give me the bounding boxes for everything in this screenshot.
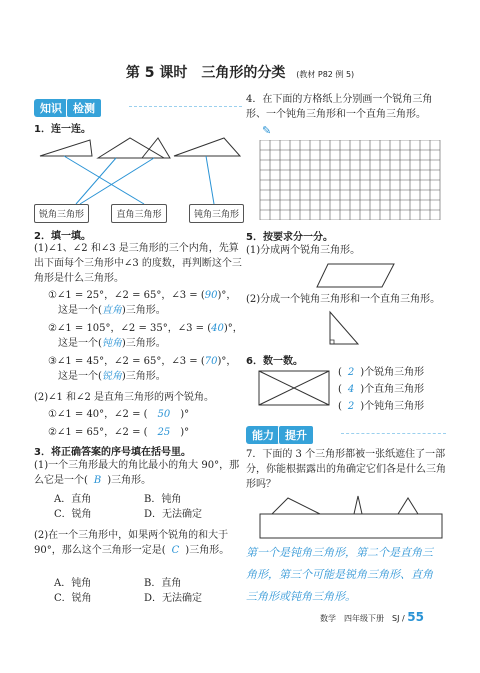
answer: C [171,545,180,556]
box-right: 直角三角形 [111,204,166,223]
grid-paper [258,140,444,220]
page-footer: 数学 四年级下册 SJ / 55 [320,610,424,624]
answer: 4 [347,384,355,395]
lesson-title: 第 5 课时 三角形的分类 [125,65,286,81]
q1-label: 1．连一连。 [34,124,91,135]
q2-item-2: ②∠1 = 105°，∠2 = 35°，∠3 = (40)°， 这是一个(钝角)三角形。 [48,323,243,349]
q3-part2: (2)在一个三角形中，如果两个锐角的和大于 90°，那么这个三角形一定是( C )三角形。 [34,530,230,556]
q2-part2: (2)∠1 和∠2 是直角三角形的两个锐角。 [34,392,215,403]
q6-answers [338,364,448,415]
page-number: 55 [407,610,424,624]
q5-part1: (1)分成两个锐角三角形。 [246,245,361,256]
pencil-icon: ✎ [262,124,272,137]
box-obtuse: 钝角三角形 [189,204,244,223]
answer: B [93,475,102,486]
q5-label: 5．按要求分一分。 [246,232,333,243]
q6-row: ( 2 )个钝角三角形 [338,401,425,412]
q7-label: 7．下面的 3 个三角形都被一张纸遮住了一部分，你能根据露出的角确定它们各是什么三角形吗？ [246,449,446,490]
answer: 25 [157,427,171,438]
q7-answer: 第一个是钝角三角形，第二个是直角三角形，第三个可能是锐角三角形、直角三角形或钝角三角形。 [246,546,433,603]
q3-part1-options: A．直角 B．钝角 C．锐角 D．无法确定 [54,494,203,520]
triangle-1 [40,140,92,156]
answer: 70 [204,356,218,367]
match-line [64,156,144,204]
answer: 锐角 [101,371,122,382]
banner-label-knowledge: 知识 [34,99,68,117]
q4-label: 4．在下面的方格纸上分别画一个锐角三角形、一个钝角三角形和一个直角三角形。 [246,94,433,120]
answer: 2 [347,401,355,412]
answer: 40 [211,323,224,334]
q3-label: 3．将正确答案的序号填在括号里。 [34,447,191,458]
q6-row: ( 2 )个锐角三角形 [338,367,425,378]
banner-label-ability: 能力 [246,426,280,444]
answer: 直角 [101,305,122,316]
q6-row: ( 4 )个直角三角形 [338,384,425,395]
section-banner-ability [246,424,446,442]
q2-part2-a: ①∠1 = 40°，∠2 = ( 50 )° [48,409,190,420]
triangle-4 [174,138,240,156]
box-acute: 锐角三角形 [34,204,89,223]
q6-label: 6．数一数。 [246,356,303,367]
parallelogram [316,263,396,289]
q2-part1: (1)∠1、∠2 和∠3 是三角形的三个内角，先算出下面每个三角形中∠3 的度数，再判断这个三角形是什么三角形。 [34,243,242,284]
q3-part2-options: A．钝角 B．直角 C．锐角 D．无法确定 [54,578,203,604]
banner-label-check: 检测 [66,98,102,118]
banner-label-improve: 提升 [278,425,314,445]
q5-part2: (2)分成一个钝角三角形和一个直角三角形。 [246,294,441,305]
q1-box-row [34,204,244,223]
q3-part1: (1)一个三角形最大的角比最小的角大 90°，那么它是一个( B )三角形。 [34,460,240,486]
match-line [76,158,116,204]
rectangle-diagonals [258,370,330,406]
page-title [0,62,480,82]
answer: 50 [157,409,171,420]
answer: 钝角 [101,338,122,349]
answer: 2 [347,367,355,378]
q2-label: 2．填一填。 [34,231,91,242]
q2-part2-b: ②∠1 = 65°，∠2 = ( 25 )° [48,427,190,438]
triangle-2 [98,138,164,158]
q2-item-3: ③∠1 = 45°，∠2 = 65°，∠3 = (70)°， 这是一个(锐角)三角形。 [48,356,237,382]
textbook-ref: (教材 P82 例 5) [296,70,355,79]
section-banner-knowledge [34,97,242,115]
match-line [206,156,214,204]
q2-item-1: ①∠1 = 25°，∠2 = 65°，∠3 = (90)°， 这是一个(直角)三角形。 [48,290,237,316]
right-triangle [326,310,362,346]
match-line [80,158,154,204]
answer: 90 [204,290,218,301]
covered-triangles [258,494,444,540]
